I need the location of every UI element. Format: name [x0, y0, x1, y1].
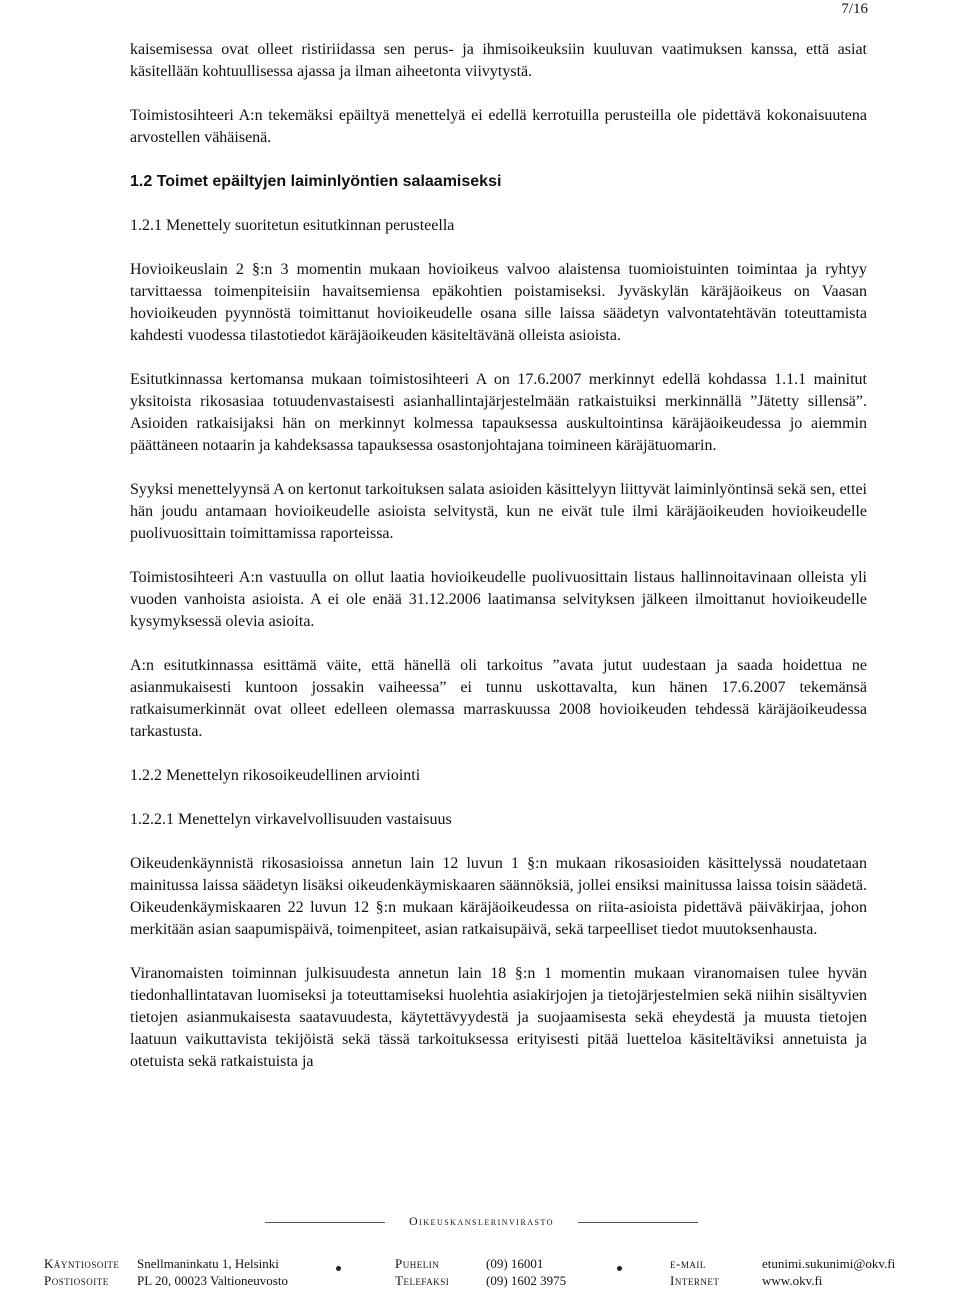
page-number: 7/16	[841, 1, 868, 17]
phone-label: Puhelin	[395, 1256, 440, 1271]
fax-value: (09) 1602 3975	[486, 1273, 567, 1288]
visit-address-value: Snellmaninkatu 1, Helsinki	[137, 1256, 279, 1271]
section-heading-1-2-2-1: 1.2.2.1 Menettelyn virkavelvollisuuden vastaisuus	[130, 811, 452, 828]
paragraph-4: Esitutkinnassa kertomansa mukaan toimistosihteeri A on 17.6.2007 merkinnyt edellä kohdassa 1.1.1 mainitut yksitoista rikosasiaa totuudenvastaisesti asianhallintajärjestelmään ratkaistuiksi merkinnällä ”Jätetty sillensä”. Asioiden ratkaisijaksi hän on merkinnyt kolmessa tapauksessa auskultointinsa käräjäoikeudessa jo aiemmin päättäneen notaarin ja kahdeksassa tapauksessa osastonjohtajana toimineen käräjätuomarin.	[130, 371, 867, 454]
phone-value: (09) 16001	[486, 1256, 544, 1271]
document-body	[130, 39, 867, 1095]
footer-rule-left	[265, 1222, 385, 1223]
footer-row-2	[0, 1271, 960, 1291]
paragraph-8: Oikeudenkäynnistä rikosasioissa annetun lain 12 luvun 1 §:n mukaan rikosasioiden käsittelyssä noudatetaan mainitussa laissa säädetyn lisäksi oikeudenkäymiskaaren säännöksiä, jollei ensiksi mainitussa laissa toisin säädetä. Oikeudenkäymiskaaren 22 luvun 12 §:n mukaan käräjäoikeudessa on riita-asioista pidettävä päiväkirjaa, johon merkitään asian saapumispäivä, toimenpiteet, asian ratkaisupäivä, sekä tarpeelliset tiedot muutoksenhausta.	[130, 855, 867, 938]
web-value[interactable]: www.okv.fi	[762, 1273, 823, 1288]
section-heading-1-2-2: 1.2.2 Menettelyn rikosoikeudellinen arviointi	[130, 767, 421, 784]
visit-address-label: Käyntiosoite	[44, 1256, 120, 1271]
paragraph-5: Syyksi menettelyynsä A on kertonut tarkoituksen salata asioiden käsittelyyn liittyvät laiminlyöntinsä sekä sen, ettei hän joudu antamaan hovioikeudelle asioista selvitystä, kun ne eivät tule ilmi käräjäoikeuden hovioikeudelle puolivuosittain toimittamissa raporteissa.	[130, 481, 867, 542]
paragraph-7: A:n esitutkinnassa esittämä väite, että hänellä oli tarkoitus ”avata jutut uudestaan ja saada hoidettua ne asianmukaisesti kuntoon jossakin vaiheessa” ei tunnu uskottavalta, kun hänen 17.6.2007 tekemänsä ratkaisumerkinnät ovat olleet edelleen olemassa marraskuussa 2008 hovioikeuden tehdessä käräjäoikeudessa tarkastusta.	[130, 657, 867, 740]
fax-label: Telefaksi	[395, 1273, 450, 1288]
paragraph-1: kaisemisessa ovat olleet ristiriidassa sen perus- ja ihmisoikeuksiin kuuluvan vaatimuksen kanssa, että asiat käsitellään kohtuullisessa ajassa ja ilman aiheetonta viivytystä.	[130, 41, 867, 80]
footer-separator-dot-2	[617, 1266, 622, 1271]
section-heading-1-2-1: 1.2.1 Menettely suoritetun esitutkinnan perusteella	[130, 217, 455, 234]
email-label: e-mail	[670, 1256, 706, 1271]
web-label: Internet	[670, 1273, 720, 1288]
section-heading-1-2: 1.2 Toimet epäiltyjen laiminlyöntien salaamiseksi	[130, 173, 502, 190]
paragraph-3: Hovioikeuslain 2 §:n 3 momentin mukaan hovioikeus valvoo alaistensa tuomioistuinten toimintaa ja ryhtyy tarvittaessa toimenpiteisiin havaitsemiensa epäkohtien poistamiseksi. Jyväskylän käräjäoikeus on Vaasan hovioikeuden pyynnöstä toimittanut hovioikeudelle osana sille laissa säädetyn valvontatehtävän toteuttamista kahdesti vuodessa tilastotiedot käräjäoikeuden käsiteltävänä olleista asioista.	[130, 261, 867, 344]
footer-organization-name: Oikeuskanslerinvirasto	[408, 1214, 555, 1228]
paragraph-6: Toimistosihteeri A:n vastuulla on ollut laatia hovioikeudelle puolivuosittain listaus hallinnoitavinaan olleista yli vuoden vanhoista asioista. A ei ole enää 31.12.2006 laatimansa selvityksen jälkeen ilmoittanut hovioikeudelle kysymyksessä olevia asioita.	[130, 569, 867, 630]
post-address-value: PL 20, 00023 Valtioneuvosto	[137, 1273, 288, 1288]
post-address-label: Postiosoite	[44, 1273, 109, 1288]
email-value[interactable]: etunimi.sukunimi@okv.fi	[762, 1256, 896, 1271]
paragraph-9: Viranomaisten toiminnan julkisuudesta annetun lain 18 §:n 1 momentin mukaan viranomaisen tulee hyvän tiedonhallintatavan luomiseksi ja toteuttamiseksi huolehtia asiakirjojen ja tietojärjestelmien sekä niihin sisältyvien tietojen asianmukaisesta saatavuudesta, käytettävyydestä ja suojaamisesta sekä eheydestä ja muusta tietojen laatuun vaikuttavista tekijöistä sekä tässä tarkoituksessa erityisesti pitää luetteloa käsiteltäviksi annetuista ja otetuista sekä ratkaistuista ja	[130, 965, 867, 1070]
footer-rule-right	[578, 1222, 698, 1223]
paragraph-2: Toimistosihteeri A:n tekemäksi epäiltyä menettelyä ei edellä kerrotuilla perusteilla ole pidettävä kokonaisuutena arvostellen vähäisenä.	[130, 107, 867, 146]
footer-separator-dot-1	[336, 1266, 341, 1271]
